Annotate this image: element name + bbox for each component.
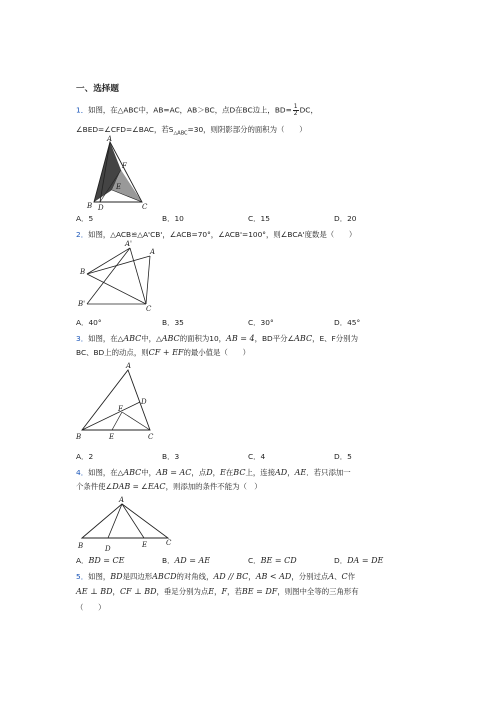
fig2-label-b: B (80, 268, 86, 276)
fig2-label-a: A (150, 248, 156, 256)
q4-option-c[interactable]: C．BE = CD (248, 556, 297, 565)
question-4-line-1: 4．如图，在△ABC中，AB = AC，点D，E在BC上，连接AD，AE．若只添加一 (76, 468, 351, 477)
fig3-label-a: A (126, 362, 132, 370)
question-4-line-2: 个条件使∠DAB = ∠EAC，则添加的条件不能为（ ） (76, 482, 262, 491)
q3-option-b[interactable]: B．3 (162, 452, 180, 461)
question-5-line-2: AE ⊥ BD，CF ⊥ BD，垂足分别为点E，F，若BE = DF，则图中全等的三角形有 (76, 587, 359, 596)
q1-option-b[interactable]: B．10 (162, 214, 184, 223)
fig3-label-d: D (141, 398, 147, 406)
q4-option-a[interactable]: A．BD = CE (76, 556, 125, 565)
q3-option-d[interactable]: D．5 (334, 452, 352, 461)
fig2-label-c: C (146, 305, 152, 313)
question-1-number: 1． (76, 105, 89, 115)
fig3-label-b: B (76, 433, 82, 441)
question-2-text: 2．如图，△ACB≌△A'CB'，∠ACB=70°，∠ACB'=100°，则∠BCA'度数是（ ） (76, 230, 357, 239)
fig2-label-b-prime: B' (78, 300, 86, 308)
fig1-label-a: A (107, 135, 113, 143)
fig2-label-a-prime: A' (125, 240, 132, 248)
fraction-one-half: $\frac{1}{2}$ (293, 103, 298, 117)
question-5-line-1: 5．如图，BD是四边形ABCD的对角线，AD // BC，AB < AD，分别过点A、C作 (76, 572, 356, 581)
fig1-label-f: F (122, 162, 127, 170)
q1-option-a[interactable]: A．5 (76, 214, 94, 223)
question-3-line-2: BC、BD上的动点，则CF + EF的最小值是（ ） (76, 348, 250, 357)
q4-option-b[interactable]: B．AD = AE (162, 556, 211, 565)
question-4-figure (76, 496, 176, 552)
q1-option-c[interactable]: C．15 (248, 214, 270, 223)
fig4-label-e: E (142, 541, 148, 549)
fig4-label-b: B (78, 542, 84, 550)
question-5-line-3: （ ） (76, 603, 106, 612)
q3-option-a[interactable]: A．2 (76, 452, 94, 461)
fig4-label-a: A (119, 496, 125, 504)
question-3-figure (76, 362, 160, 442)
question-3-line-1: 3．如图，在△ABC中，△ABC的面积为10，AB = 4，BD平分∠ABC，E、F分别为 (76, 334, 358, 343)
fig1-label-d: D (98, 204, 104, 212)
fig1-label-b: B (87, 202, 93, 210)
q1-option-d[interactable]: D．20 (334, 214, 357, 223)
fig3-label-f: F (118, 405, 123, 413)
fig4-label-c: C (166, 539, 172, 547)
fig1-label-c: C (142, 203, 148, 211)
q2-option-a[interactable]: A．40° (76, 318, 102, 327)
fig3-label-c: C (148, 433, 154, 441)
q2-option-c[interactable]: C．30° (248, 318, 274, 327)
q2-option-b[interactable]: B．35 (162, 318, 184, 327)
fig4-label-d: D (105, 545, 111, 553)
fig3-label-e: E (109, 433, 115, 441)
question-1-line-1: 1．如图，在△ABC中，AB=AC，AB＞BC，点D在BC边上，BD= $\frac{1}{2}$ DC， (76, 103, 318, 117)
section-title: 一、选择题 (76, 84, 119, 94)
question-2-figure (78, 240, 160, 314)
q3-option-c[interactable]: C．4 (248, 452, 266, 461)
fig1-label-e: E (116, 183, 122, 191)
q4-option-d[interactable]: D．DA = DE (334, 556, 384, 565)
q2-option-d[interactable]: D．45° (334, 318, 361, 327)
question-1-figure (86, 135, 148, 212)
question-1-line-2: ∠BED=∠CFD=∠BAC，若$S_{\triangle ABC}=30$，则阴影部分的面积为（ ） (76, 125, 307, 137)
